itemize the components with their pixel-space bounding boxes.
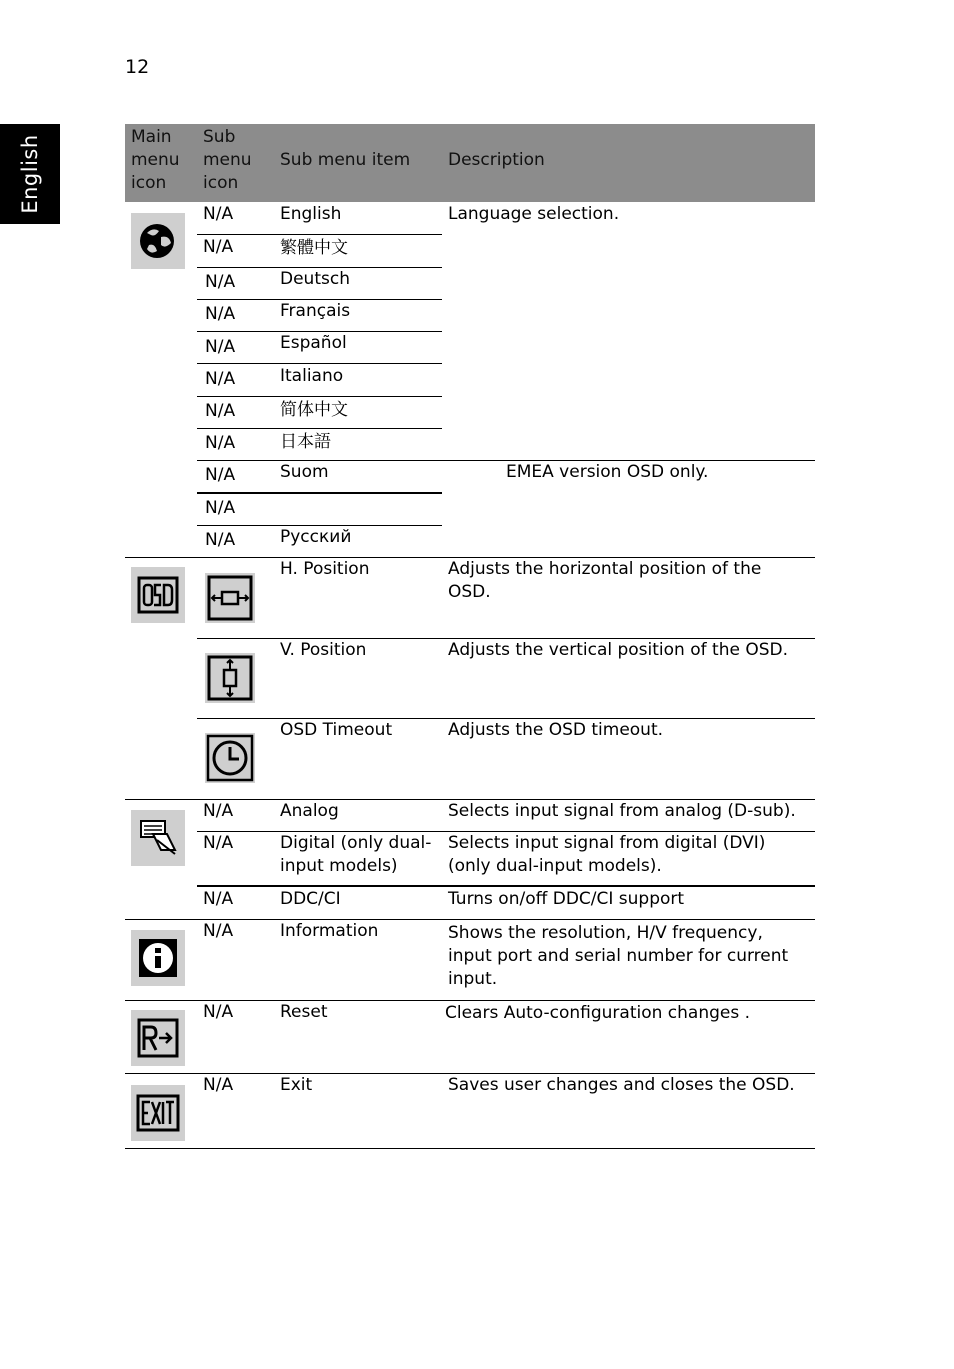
row-divider (197, 234, 442, 235)
analog-na: N/A (203, 801, 234, 821)
header-sub-icon-2: menu (203, 150, 252, 170)
exit-desc: Saves user changes and closes the OSD. (448, 1075, 795, 1095)
table-header (125, 124, 815, 202)
digital-na: N/A (203, 833, 234, 853)
digital-desc-2: (only dual-input models). (448, 856, 662, 876)
lang-na-11: N/A (205, 530, 236, 550)
analog-item: Analog (280, 801, 339, 821)
osd-timeout-item: OSD Timeout (280, 720, 393, 740)
header-description: Description (448, 150, 545, 170)
lang-simplified-chinese: 简体中文 (280, 400, 348, 420)
lang-na-7: N/A (205, 401, 236, 421)
header-main-icon-2: menu (131, 150, 180, 170)
lang-na-6: N/A (205, 369, 236, 389)
h-position-desc-2: OSD. (448, 582, 491, 602)
lang-traditional-chinese: 繁體中文 (280, 238, 348, 258)
information-item: Information (280, 921, 379, 941)
header-main-icon-1: Main (131, 127, 172, 147)
side-tab-label: English (18, 134, 42, 214)
information-na: N/A (203, 921, 234, 941)
analog-desc: Selects input signal from analog (D-sub). (448, 801, 796, 821)
ddcci-item: DDC/CI (280, 889, 341, 909)
information-desc-2: input port and serial number for current (448, 946, 789, 966)
lang-na-10: N/A (205, 498, 236, 518)
row-divider (197, 428, 442, 429)
globe-icon (131, 213, 185, 269)
lang-espanol: Español (280, 333, 347, 353)
row-divider (197, 885, 815, 887)
lang-na-4: N/A (205, 304, 236, 324)
osd-icon (131, 567, 185, 623)
page-number: 12 (125, 56, 150, 78)
header-sub-icon-1: Sub (203, 127, 236, 147)
lang-italiano: Italiano (280, 366, 344, 386)
h-position-item: H. Position (280, 559, 370, 579)
v-position-desc: Adjusts the vertical position of the OSD. (448, 640, 788, 660)
digital-item-2: input models) (280, 856, 398, 876)
v-position-item: V. Position (280, 640, 367, 660)
information-desc-1: Shows the resolution, H/V frequency, (448, 923, 763, 943)
emea-note: EMEA version OSD only. (506, 462, 709, 482)
h-position-desc-1: Adjusts the horizontal position of the (448, 559, 762, 579)
lang-na-9: N/A (205, 465, 236, 485)
information-desc-3: input. (448, 969, 498, 989)
lang-deutsch: Deutsch (280, 269, 350, 289)
row-divider (197, 363, 442, 364)
lang-japanese: 日本語 (280, 432, 331, 452)
digital-desc-1: Selects input signal from digital (DVI) (448, 833, 766, 853)
ddcci-na: N/A (203, 889, 234, 909)
clock-icon (205, 733, 255, 783)
reset-item: Reset (280, 1002, 328, 1022)
table-bottom-border (125, 1148, 815, 1149)
digital-item-1: Digital (only dual- (280, 833, 432, 853)
exit-icon (131, 1085, 185, 1141)
language-side-tab (0, 124, 60, 224)
information-icon (131, 930, 185, 986)
language-description: Language selection. (448, 204, 620, 224)
reset-icon (131, 1010, 185, 1066)
h-position-icon (205, 573, 255, 623)
ddcci-desc: Turns on/off DDC/CI support (448, 889, 685, 909)
exit-item: Exit (280, 1075, 313, 1095)
header-sub-icon-3: icon (203, 173, 239, 193)
lang-na-3: N/A (205, 272, 236, 292)
lang-francais: Français (280, 301, 351, 321)
reset-na: N/A (203, 1002, 234, 1022)
row-divider (197, 396, 442, 397)
exit-na: N/A (203, 1075, 234, 1095)
input-source-icon (131, 810, 185, 866)
lang-russian: Русский (280, 527, 352, 547)
lang-english: English (280, 204, 342, 224)
osd-timeout-desc: Adjusts the OSD timeout. (448, 720, 664, 740)
lang-suomi: Suom (280, 462, 329, 482)
header-sub-menu-item: Sub menu item (280, 150, 411, 170)
lang-na-5: N/A (205, 337, 236, 357)
lang-na-8: N/A (205, 433, 236, 453)
v-position-icon (205, 653, 255, 703)
lang-na-1: N/A (203, 204, 234, 224)
row-divider (197, 492, 442, 494)
reset-desc: Clears Auto-configuration changes . (445, 1003, 751, 1023)
lang-na-2: N/A (203, 237, 234, 257)
header-main-icon-3: icon (131, 173, 167, 193)
